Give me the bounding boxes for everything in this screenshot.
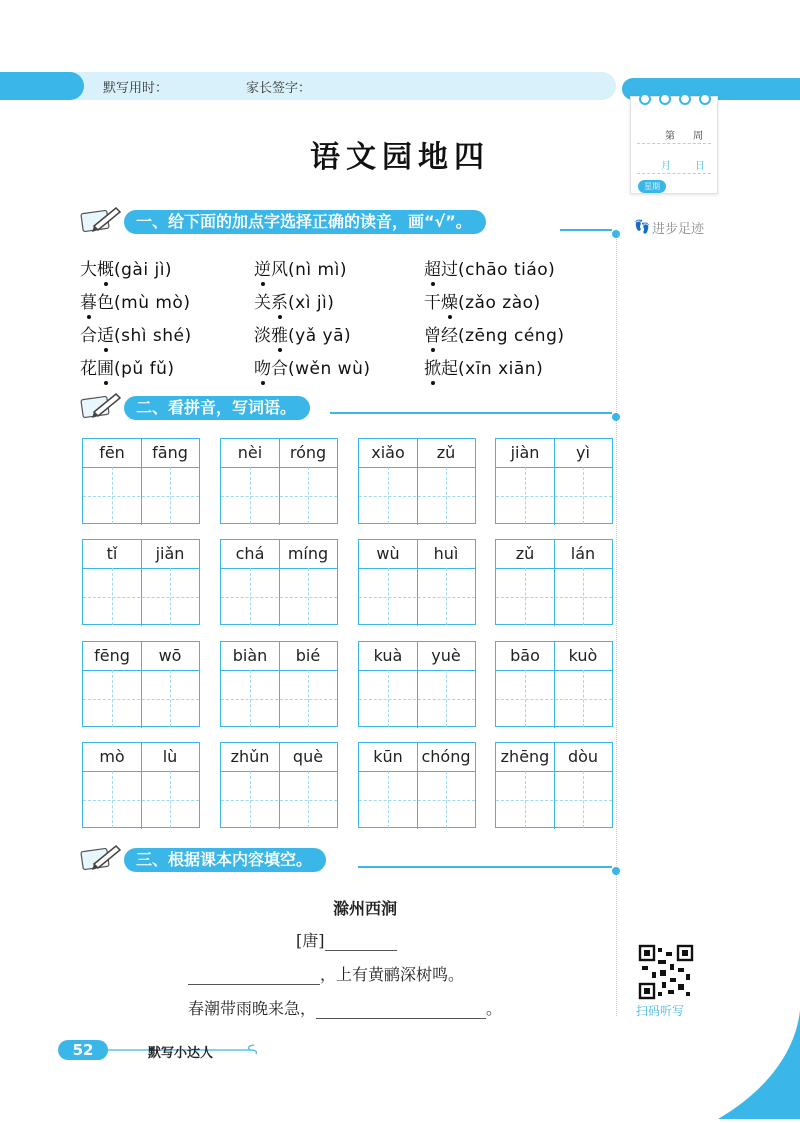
pinyin-syllable: wù: [376, 544, 400, 563]
pinyin-syllable: huì: [433, 544, 459, 563]
book-name: 默写小达人: [148, 1046, 214, 1061]
pinyin-syllable: què: [292, 747, 324, 766]
pinyin-syllable: lán: [570, 544, 596, 563]
writing-box[interactable]: [358, 438, 476, 524]
dotted-character: 逆: [254, 255, 271, 280]
ring-icon: [659, 93, 671, 105]
writing-box[interactable]: [358, 742, 476, 828]
word-character: 色: [97, 293, 114, 313]
writing-box[interactable]: [495, 438, 613, 524]
pinyin-options: (xīn xiān): [458, 359, 544, 379]
ring-icon: [679, 93, 691, 105]
pinyin-options: (nì mì): [288, 260, 347, 280]
poem-line-1: ，上有黄鹂深树鸣。: [188, 962, 464, 985]
word-character: 合: [80, 326, 97, 346]
pinyin-options: (xì jì): [288, 293, 335, 313]
dotted-character: 圃: [97, 354, 114, 379]
word-character: 干: [424, 293, 441, 313]
page-title: 语文园地四: [310, 140, 490, 175]
qr-code-label: 扫码听写: [636, 1004, 685, 1018]
pinyin-syllable: fēn: [99, 443, 125, 462]
pinyin-syllable: biàn: [232, 646, 268, 665]
pinyin-syllable: chá: [235, 544, 265, 563]
section1-item[interactable]: [424, 255, 555, 280]
pinyin-options: (mù mò): [114, 293, 191, 313]
parent-sign-label: 家长签字：: [246, 81, 312, 96]
footprint-icon: 👣: [634, 220, 651, 235]
writing-box[interactable]: [220, 438, 338, 524]
poem-title: 滁州西涧: [332, 899, 397, 918]
pinyin-syllable: bié: [295, 646, 321, 665]
pinyin-syllable: jiàn: [510, 443, 540, 462]
section1-item[interactable]: [80, 255, 172, 280]
day-label: 日: [695, 161, 705, 172]
section1-item[interactable]: [80, 288, 190, 313]
pinyin-syllable: nèi: [237, 443, 263, 462]
corner-decoration: [718, 1010, 800, 1119]
dotted-character: 燥: [441, 288, 458, 313]
dotted-character: 曾: [424, 321, 441, 346]
section1-item[interactable]: [254, 288, 334, 313]
pinyin-syllable: zhēng: [500, 747, 550, 766]
pinyin-options: (pǔ fǔ): [114, 359, 175, 379]
section2-heading: 二、看拼音，写词语。: [124, 396, 310, 420]
writing-box[interactable]: [220, 539, 338, 625]
time-label: 默写用时：: [103, 81, 169, 96]
dotted-character: 概: [97, 255, 114, 280]
word-character: 大: [80, 260, 97, 280]
pinyin-syllable: fāng: [152, 443, 188, 462]
month-label: 月: [661, 161, 671, 172]
progress-footprint-label: 进步足迹: [652, 222, 705, 237]
dotted-character: 超: [424, 255, 441, 280]
pinyin-syllable: yuè: [431, 646, 461, 665]
pinyin-syllable: míng: [287, 544, 329, 563]
pinyin-syllable: zǔ: [515, 544, 535, 563]
page-number: 52: [58, 1040, 108, 1060]
ring-icon: [699, 93, 711, 105]
writing-box[interactable]: [82, 742, 200, 828]
week-suffix: 周: [693, 131, 703, 142]
writing-box[interactable]: [82, 539, 200, 625]
pinyin-syllable: bāo: [510, 646, 540, 665]
writing-box[interactable]: [495, 641, 613, 727]
pinyin-syllable: tǐ: [106, 544, 118, 563]
pinyin-syllable: chóng: [421, 747, 471, 766]
pinyin-syllable: róng: [289, 443, 327, 462]
writing-box[interactable]: [220, 742, 338, 828]
pinyin-syllable: mò: [99, 747, 125, 766]
word-character: 关: [254, 293, 271, 313]
dotted-character: 掀: [424, 354, 441, 379]
pinyin-syllable: yì: [576, 443, 590, 462]
pinyin-syllable: kuà: [373, 646, 403, 665]
dotted-character: 雅: [271, 321, 288, 346]
dotted-character: 适: [97, 321, 114, 346]
dotted-character: 系: [271, 288, 288, 313]
pencil-icon: [80, 204, 122, 234]
pinyin-options: (wěn wù): [288, 359, 371, 379]
section1-item[interactable]: [254, 321, 351, 346]
weekday-badge: 星期: [638, 180, 666, 193]
pinyin-syllable: zhǔn: [230, 747, 270, 766]
pinyin-syllable: lù: [162, 747, 178, 766]
word-character: 合: [271, 359, 288, 379]
week-prefix: 第: [665, 131, 675, 142]
pinyin-syllable: fēng: [94, 646, 130, 665]
line1-blank[interactable]: [188, 968, 320, 985]
writing-box[interactable]: [358, 641, 476, 727]
word-character: 淡: [254, 326, 271, 346]
dotted-character: 暮: [80, 288, 97, 313]
pinyin-syllable: dòu: [567, 747, 599, 766]
section3-heading: 三、根据课本内容填空。: [124, 848, 326, 872]
pinyin-syllable: jiǎn: [155, 544, 185, 563]
section1-item[interactable]: [254, 354, 370, 379]
word-character: 风: [271, 260, 288, 280]
pinyin-options: (yǎ yā): [288, 326, 352, 346]
line2-blank[interactable]: [316, 1002, 486, 1019]
pinyin-syllable: zǔ: [436, 443, 456, 462]
pencil-icon: [80, 390, 122, 420]
writing-box[interactable]: [82, 641, 200, 727]
ring-icon: [639, 93, 651, 105]
writing-box[interactable]: [82, 438, 200, 524]
dotted-character: 吻: [254, 354, 271, 379]
section1-item[interactable]: [424, 321, 565, 346]
writing-box[interactable]: [495, 539, 613, 625]
pinyin-syllable: xiǎo: [371, 443, 405, 462]
writing-box[interactable]: [358, 539, 476, 625]
writing-box[interactable]: [495, 742, 613, 828]
pinyin-options: (gài jì): [114, 260, 173, 280]
word-character: 花: [80, 359, 97, 379]
section1-item[interactable]: [424, 288, 541, 313]
pinyin-syllable: wō: [158, 646, 182, 665]
word-character: 过: [441, 260, 458, 280]
poem-line-2: 春潮带雨晚来急， 。: [188, 999, 503, 1018]
poem-dynasty: [唐]: [296, 928, 397, 951]
pinyin-options: (shì shé): [114, 326, 192, 346]
section1-heading: 一、给下面的加点字选择正确的读音，画“√”。: [124, 210, 486, 234]
pinyin-options: (zēng céng): [458, 326, 565, 346]
pinyin-syllable: kuò: [568, 646, 598, 665]
pencil-icon: [80, 842, 122, 872]
word-character: 经: [441, 326, 458, 346]
section1-item[interactable]: [80, 354, 175, 379]
pinyin-options: (chāo tiáo): [458, 260, 556, 280]
section1-item[interactable]: [80, 321, 192, 346]
section1-item[interactable]: [254, 255, 347, 280]
pinyin-options: (zǎo zào): [458, 293, 541, 313]
qr-code-icon[interactable]: [638, 944, 694, 1000]
section1-item[interactable]: [424, 354, 543, 379]
pinyin-syllable: kūn: [373, 747, 403, 766]
header-bar-cap: [0, 72, 84, 100]
word-character: 起: [441, 359, 458, 379]
author-blank[interactable]: [325, 934, 397, 951]
writing-box[interactable]: [220, 641, 338, 727]
